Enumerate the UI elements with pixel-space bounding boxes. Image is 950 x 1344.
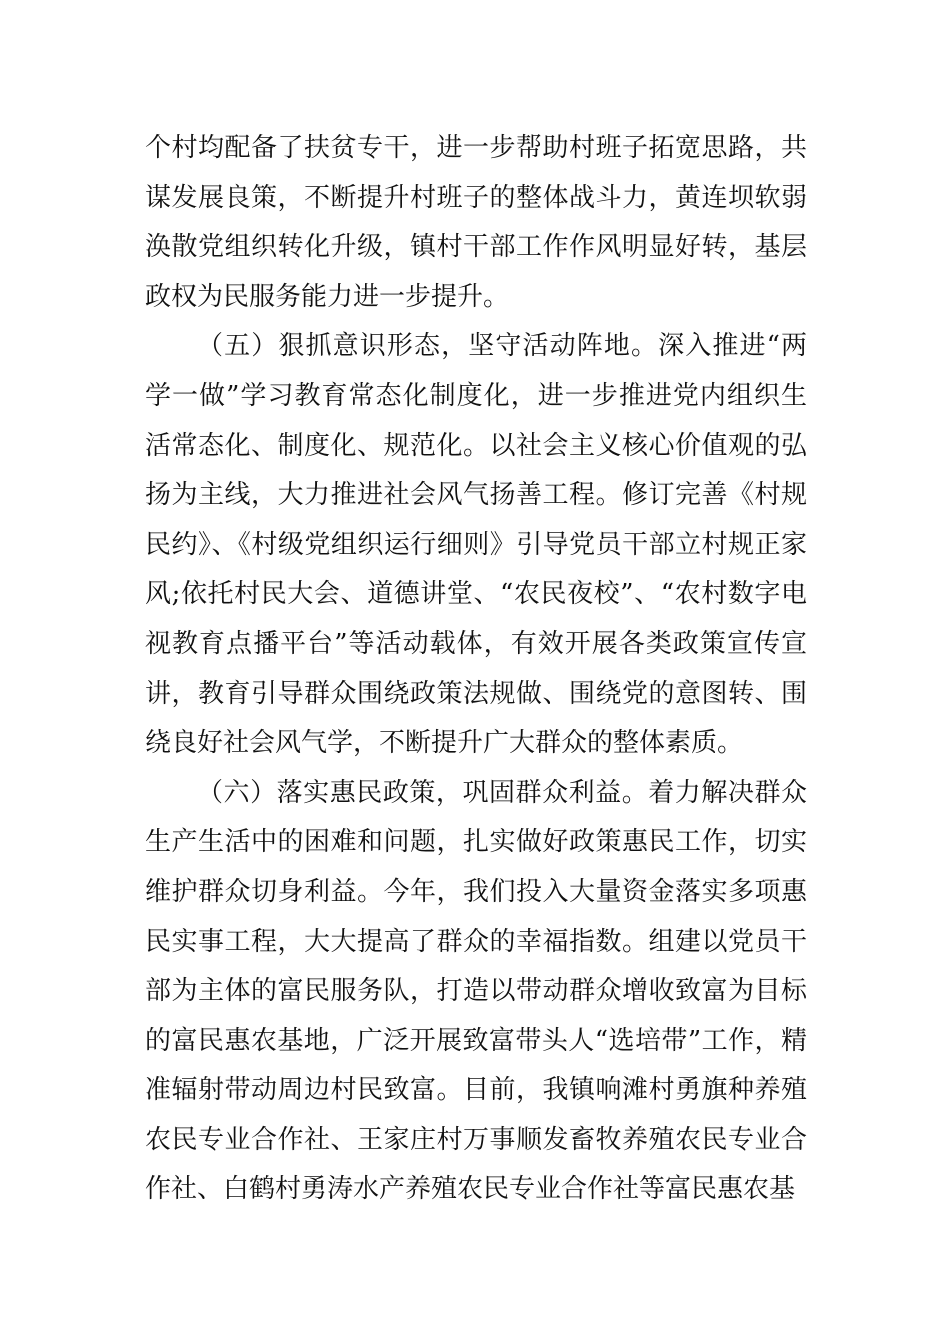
document-body	[145, 124, 807, 1215]
paragraph-policy: （六）落实惠民政策，巩固群众利益。着力解决群众生产生活中的困难和问题，扎实做好政策惠民工作，切实维护群众切身利益。今年，我们投入大量资金落实多项惠民实事工程，大大提高了群众的幸福指数。组建以党员干部为主体的富民服务队，打造以带动群众增收致富为目标的富民惠农基地，广泛开展致富带头人“选培带”工作，精准辐射带动周边村民致富。目前，我镇响滩村勇旗种养殖农民专业合作社、王家庄村万事顺发畜牧养殖农民专业合作社、白鹤村勇涛水产养殖农民专业合作社等富民惠农基	[145, 777, 807, 1205]
paragraph-continuation: 个村均配备了扶贫专干，进一步帮助村班子拓宽思路，共谋发展良策，不断提升村班子的整体战斗力，黄连坝软弱涣散党组织转化升级，镇村干部工作作风明显好转，基层政权为民服务能力进一步提升。	[145, 133, 807, 312]
paragraph-ideology: （五）狠抓意识形态，坚守活动阵地。深入推进“两学一做”学习教育常态化制度化，进一步推进党内组织生活常态化、制度化、规范化。以社会主义核心价值观的弘扬为主线，大力推进社会风气扬善工程。修订完善《村规民约》、《村级党组织运行细则》引导党员干部立村规正家风;依托村民大会、道德讲堂、“农民夜校”、“农村数字电视教育点播平台”等活动载体，有效开展各类政策宣传宣讲，教育引导群众围绕政策法规做、围绕党的意图转、围绕良好社会风气学，不断提升广大群众的整体素质。	[145, 331, 807, 759]
